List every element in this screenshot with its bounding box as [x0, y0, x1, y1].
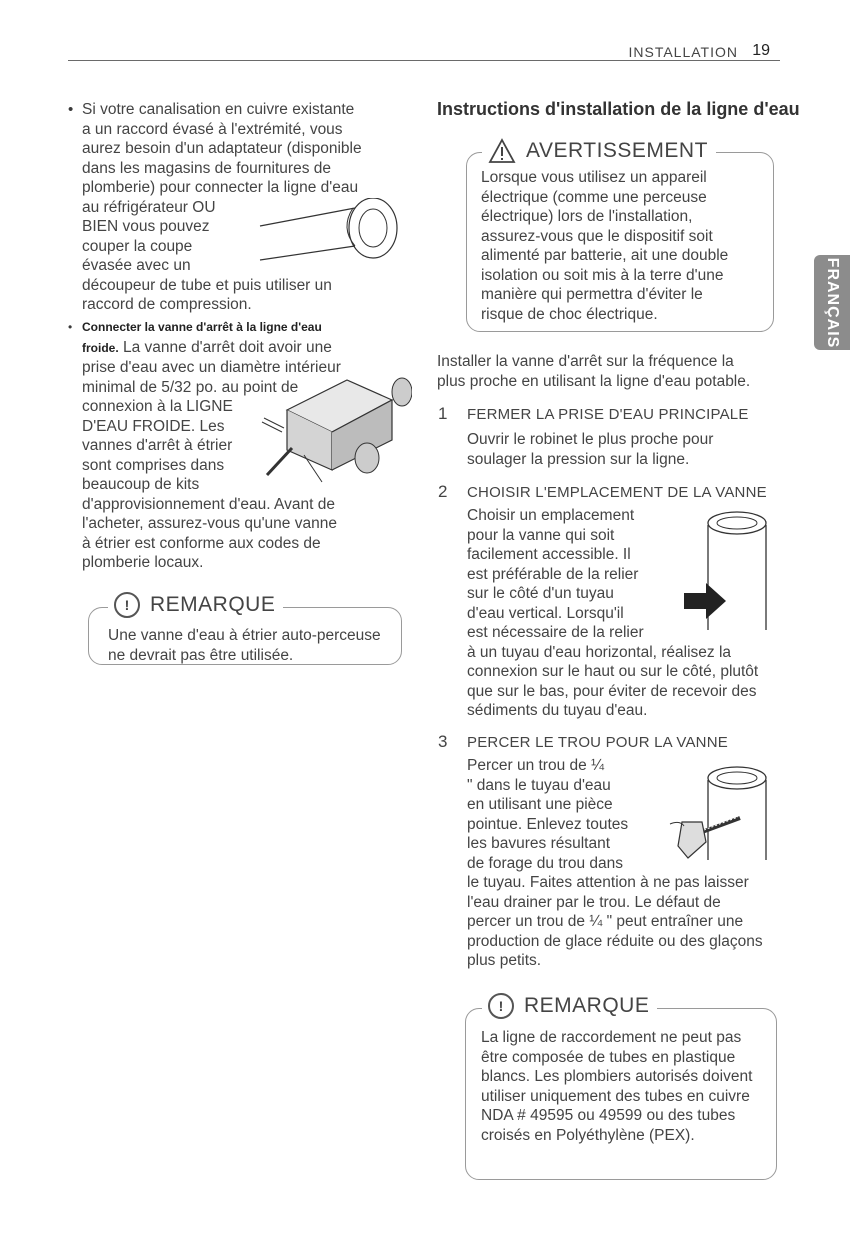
text-line: raccord de compression. — [82, 296, 252, 313]
text-line: pointue. Enlevez toutes — [467, 815, 629, 833]
arrow-right-icon — [684, 583, 726, 619]
language-tab-label: FRANÇAIS — [824, 257, 841, 348]
warning-header — [482, 138, 716, 164]
text-line: D'EAU FROIDE. Les — [82, 417, 225, 435]
text-line: ne devrait pas être utilisée. — [108, 646, 294, 664]
text-line: risque de choc électrique. — [481, 305, 658, 323]
text-line: est nécessaire de la relier — [467, 624, 644, 641]
text-line: au réfrigérateur OU — [82, 198, 216, 216]
text-line: Installer la vanne d'arrêt sur la fréquence la — [437, 353, 734, 370]
text-line: de forage du trou dans — [467, 854, 623, 872]
text-line: Choisir un emplacement — [467, 507, 635, 524]
text-line: est préférable de la relier — [467, 565, 639, 583]
text-line: vannes d'arrêt à étrier — [82, 437, 233, 454]
text-line: connexion à la LIGNE — [82, 398, 233, 415]
text-line: plomberie locaux. — [82, 554, 204, 571]
note-header — [482, 993, 657, 1019]
text-line: alimenté par batterie, ait une double — [481, 247, 729, 264]
text-line: assurez-vous que le dispositif soit — [481, 227, 713, 245]
text-line: que sur le bas, pour éviter de recevoir des — [467, 682, 757, 700]
text-line: plus proche en utilisant la ligne d'eau potable. — [437, 372, 751, 390]
text-line: en utilisant une pièce — [467, 796, 613, 813]
text-line: pour la vanne qui soit — [467, 526, 615, 544]
header-section: INSTALLATION — [628, 44, 738, 60]
text-line: couper la coupe — [82, 237, 193, 255]
step-number: 3 — [438, 732, 448, 751]
text-line: blancs. Les plombiers autorisés doivent — [481, 1068, 753, 1085]
exclamation-icon: ! — [114, 592, 140, 618]
text-line: croisés en Polyéthylène (PEX). — [481, 1126, 695, 1144]
bold-lead-line: Connecter la vanne d'arrêt à la ligne d'eau — [82, 320, 322, 334]
text-line: sédiments du tuyau d'eau. — [467, 702, 648, 719]
text-line: La ligne de raccordement ne peut pas — [481, 1029, 742, 1046]
text-line: Percer un trou de ¼ — [467, 757, 604, 774]
text-line: Une vanne d'eau à étrier auto-perceuse — [108, 627, 381, 644]
note-title: REMARQUE — [150, 593, 276, 616]
bullet-dot: • — [68, 101, 74, 118]
bullet-dot: • — [68, 320, 73, 334]
text-line: sont comprises dans — [82, 456, 225, 474]
text-line: La vanne d'arrêt doit avoir une — [118, 338, 332, 356]
text-line: soulager la pression sur la ligne. — [467, 450, 690, 468]
text-line: prise d'eau avec un diamètre intérieur — [82, 359, 341, 376]
saddle-valve-illustration — [252, 370, 412, 485]
text-line: " dans le tuyau d'eau — [467, 776, 611, 794]
text-line: plus petits. — [467, 952, 542, 969]
text-line: aurez besoin d'un adaptateur (disponible — [82, 140, 362, 157]
text-line: plomberie) pour connecter la ligne d'eau — [82, 179, 359, 196]
text-line: NDA # 49595 ou 49599 ou des tubes — [481, 1107, 736, 1124]
text-line: l'eau drainer par le trou. Le défaut de — [467, 893, 721, 911]
text-line: l'acheter, assurez-vous qu'une vanne — [82, 515, 337, 532]
vertical-pipe-illustration — [676, 505, 776, 635]
note-text — [481, 1028, 752, 1145]
section-title: Instructions d'installation de la ligne d'eau — [437, 99, 800, 119]
page-number: 19 — [752, 42, 770, 59]
tube-illustration — [255, 198, 405, 278]
text-line: percer un trou de ¼ " peut entraîner une — [467, 913, 744, 930]
note-text — [108, 626, 381, 665]
note-header — [108, 592, 283, 618]
text-line: manière qui permettra d'éviter le — [481, 286, 703, 303]
text-line: utiliser uniquement des tubes en cuivre — [481, 1087, 750, 1105]
text-line: évasée avec un — [82, 257, 191, 274]
text-line: BIEN vous pouvez — [82, 218, 210, 235]
text-line: connexion sur le haut ou sur le côté, plutôt — [467, 663, 759, 680]
exclamation-icon: ! — [488, 993, 514, 1019]
drill-icon — [678, 822, 706, 858]
step-title: PERCER LE TROU POUR LA VANNE — [467, 734, 728, 751]
text-line: Si votre canalisation en cuivre existante — [82, 101, 355, 118]
intro-text — [437, 352, 750, 391]
warning-title: AVERTISSEMENT — [526, 139, 708, 162]
header-rule — [68, 60, 780, 61]
text-line: électrique (comme une perceuse — [481, 188, 707, 206]
text-line: le tuyau. Faites attention à ne pas laisser — [467, 874, 749, 891]
bold-lead-word: froide. — [82, 340, 119, 355]
text-line: minimal de 5/32 po. au point de — [82, 378, 299, 396]
step-number: 1 — [438, 404, 448, 423]
text-line: à étrier est conforme aux codes de — [82, 534, 321, 552]
step-title: FERMER LA PRISE D'EAU PRINCIPALE — [467, 406, 749, 423]
text-line: être composée de tubes en plastique — [481, 1048, 736, 1066]
text-line: beaucoup de kits — [82, 476, 200, 493]
text-line: isolation ou soit mis à la terre d'une — [481, 266, 724, 284]
text-line: électrique) lors de l'installation, — [481, 208, 693, 225]
warning-triangle-icon — [488, 138, 516, 164]
text-line: les bavures résultant — [467, 835, 611, 852]
text-line: production de glace réduite ou des glaçons — [467, 932, 763, 950]
drill-pipe-illustration — [660, 760, 775, 865]
text-line: découpeur de tube et puis utiliser un — [82, 276, 332, 294]
warning-text — [481, 168, 728, 324]
note-title: REMARQUE — [524, 994, 650, 1017]
step-number: 2 — [438, 482, 448, 501]
text-line: à un tuyau d'eau horizontal, réalisez la — [467, 643, 732, 661]
text-line: a un raccord évasé à l'extrémité, vous — [82, 120, 343, 138]
language-tab — [814, 255, 850, 350]
text-line: sur le côté d'un tuyau — [467, 585, 614, 602]
text-line: d'eau vertical. Lorsqu'il — [467, 604, 624, 622]
text-line: d'approvisionnement d'eau. Avant de — [82, 495, 335, 513]
text-line: Lorsque vous utilisez un appareil — [481, 169, 707, 186]
text-line: facilement accessible. Il — [467, 546, 631, 563]
text-line: Ouvrir le robinet le plus proche pour — [467, 431, 714, 448]
step-title: CHOISIR L'EMPLACEMENT DE LA VANNE — [467, 484, 767, 501]
step-text — [467, 430, 713, 469]
text-line: dans les magasins de fournitures de — [82, 159, 332, 177]
